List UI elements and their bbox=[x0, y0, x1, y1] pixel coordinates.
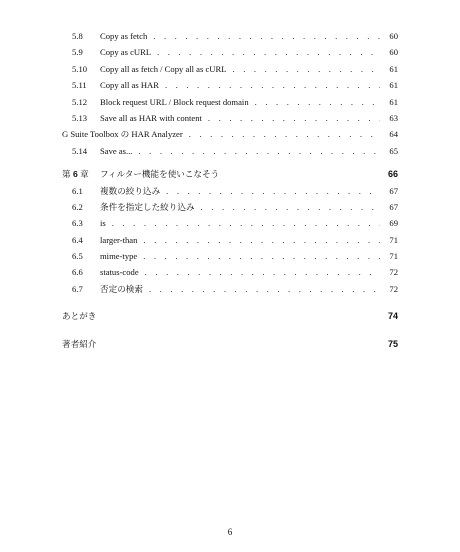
chapter-number: 第 6 章 bbox=[62, 169, 89, 180]
toc-entry-number: 6.7 bbox=[72, 283, 83, 294]
toc-entry-title: is bbox=[100, 218, 106, 229]
toc-leader-dots bbox=[143, 232, 380, 248]
toc-entry-number: 5.14 bbox=[72, 145, 88, 156]
author-page: 75 bbox=[387, 338, 398, 349]
toc-entry-number: 5.10 bbox=[72, 63, 88, 74]
toc-author[interactable] bbox=[62, 336, 398, 352]
toc-entry-number: 5.13 bbox=[72, 112, 88, 123]
toc-entry[interactable] bbox=[62, 143, 398, 159]
toc-entry-title: Copy all as HAR bbox=[100, 80, 159, 91]
toc-entry-number: 6.4 bbox=[72, 234, 83, 245]
toc-leader-dots bbox=[165, 77, 380, 93]
toc-entry[interactable] bbox=[62, 94, 398, 110]
toc-entry-title: Save all as HAR with content bbox=[100, 112, 202, 123]
table-of-contents bbox=[62, 28, 398, 352]
toc-entry[interactable] bbox=[62, 232, 398, 248]
chapter-page: 66 bbox=[387, 169, 398, 180]
toc-entry-title: larger-than bbox=[100, 234, 138, 245]
toc-entry-page: 64 bbox=[389, 129, 398, 140]
toc-entry[interactable] bbox=[62, 28, 398, 44]
toc-entry-special[interactable] bbox=[62, 126, 398, 142]
toc-entry-number: 5.11 bbox=[72, 80, 87, 91]
toc-leader-dots bbox=[149, 281, 380, 297]
toc-entry[interactable] bbox=[62, 215, 398, 231]
toc-entry-page: 72 bbox=[389, 267, 398, 278]
toc-entry-title: 否定の検索 bbox=[100, 283, 143, 294]
toc-leader-dots bbox=[208, 110, 380, 126]
toc-entry[interactable] bbox=[62, 183, 398, 199]
toc-group-chapter5-tail bbox=[62, 143, 398, 159]
toc-entry-page: 61 bbox=[389, 80, 398, 91]
toc-entry-number: 5.8 bbox=[72, 31, 83, 41]
chapter-title: フィルター機能を使いこなそう bbox=[100, 169, 220, 180]
toc-entry-page: 65 bbox=[389, 145, 398, 156]
toc-entry-title: 条件を指定した絞り込み bbox=[100, 201, 195, 212]
toc-entry[interactable] bbox=[62, 61, 398, 77]
toc-leader-dots bbox=[157, 44, 380, 60]
toc-leader-dots bbox=[153, 28, 380, 44]
toc-leader-dots bbox=[166, 183, 380, 199]
toc-leader-dots bbox=[255, 94, 380, 110]
toc-leader-dots bbox=[112, 215, 380, 231]
page-footer-number: 6 bbox=[227, 527, 233, 537]
toc-entry-title: G Suite Toolbox の HAR Analyzer bbox=[62, 129, 183, 140]
toc-entry[interactable] bbox=[62, 77, 398, 93]
toc-afterword[interactable] bbox=[62, 308, 398, 324]
toc-leader-dots bbox=[233, 61, 381, 77]
afterword-title: あとがき bbox=[62, 311, 97, 322]
toc-entry-number: 5.12 bbox=[72, 96, 88, 107]
toc-entry-title: Copy as fetch bbox=[100, 31, 148, 41]
toc-entry-page: 72 bbox=[389, 283, 398, 294]
toc-entry-number: 6.1 bbox=[72, 185, 83, 196]
author-title: 著者紹介 bbox=[62, 338, 97, 349]
toc-entry-page: 69 bbox=[389, 218, 398, 229]
toc-entry-page: 61 bbox=[389, 63, 398, 74]
toc-entry-page: 63 bbox=[389, 112, 398, 123]
toc-entry[interactable] bbox=[62, 264, 398, 280]
toc-group-chapter6 bbox=[62, 183, 398, 298]
toc-entry-page: 67 bbox=[389, 185, 398, 196]
toc-entry-title: Copy all as fetch / Copy all as cURL bbox=[100, 63, 227, 74]
toc-entry-number: 5.9 bbox=[72, 47, 83, 58]
toc-leader-dots bbox=[201, 199, 380, 215]
afterword-page: 74 bbox=[387, 311, 398, 322]
toc-entry-number: 6.6 bbox=[72, 267, 83, 278]
toc-entry[interactable] bbox=[62, 44, 398, 60]
toc-entry-number: 6.3 bbox=[72, 218, 83, 229]
toc-leader-dots bbox=[143, 248, 380, 264]
toc-entry-title: mime-type bbox=[100, 251, 138, 262]
toc-entry-page: 61 bbox=[389, 96, 398, 107]
toc-leader-dots bbox=[189, 126, 380, 142]
toc-entry-title: Block request URL / Block request domain bbox=[100, 96, 249, 107]
toc-entry-number: 6.2 bbox=[72, 201, 83, 212]
toc-chapter-6[interactable] bbox=[62, 166, 398, 182]
toc-entry-title: 複数の絞り込み bbox=[100, 185, 161, 196]
toc-entry-title: Copy as cURL bbox=[100, 47, 152, 58]
toc-entry[interactable] bbox=[62, 110, 398, 126]
toc-leader-dots bbox=[145, 264, 380, 280]
toc-group-chapter5 bbox=[62, 28, 398, 126]
toc-entry-page: 60 bbox=[389, 47, 398, 58]
toc-entry-title: status-code bbox=[100, 267, 139, 278]
toc-entry[interactable] bbox=[62, 199, 398, 215]
toc-entry[interactable] bbox=[62, 248, 398, 264]
toc-entry[interactable] bbox=[62, 281, 398, 297]
toc-entry-page: 60 bbox=[389, 31, 398, 41]
toc-entry-title: Save as... bbox=[100, 145, 133, 156]
toc-entry-number: 6.5 bbox=[72, 251, 83, 262]
toc-leader-dots bbox=[138, 143, 380, 159]
toc-entry-page: 67 bbox=[389, 201, 398, 212]
toc-entry-page: 71 bbox=[389, 251, 398, 262]
toc-entry-page: 71 bbox=[389, 234, 398, 245]
